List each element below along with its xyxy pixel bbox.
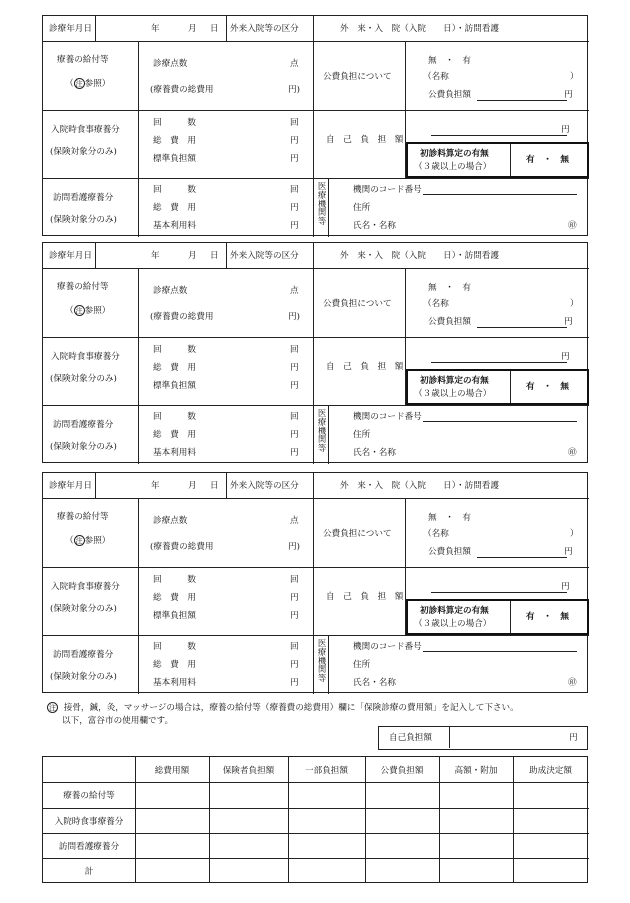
meal-count-unit: 回 [290, 575, 299, 585]
seal-icon: ㊞ [568, 678, 577, 688]
date-day-field[interactable]: 日 [210, 251, 219, 261]
total-cost-label: (療養費の総費用 [150, 312, 214, 322]
date-label: 診療年月日 [49, 481, 92, 491]
summary-cell[interactable] [513, 858, 588, 883]
date-month-field[interactable]: 月 [188, 251, 197, 261]
public-amount: 公費負担額 [428, 317, 471, 327]
first-fee-sub: （３歳以上の場合） [414, 619, 492, 629]
self-burden-label: 自 己 負 担 額 [326, 592, 404, 602]
public-amount-unit: 円 [564, 547, 573, 557]
basic-fee-unit: 円 [290, 678, 299, 688]
seal-icon: ㊞ [568, 221, 577, 231]
meal-count-unit: 回 [290, 345, 299, 355]
summary-row-header: 療養の給付等 [63, 791, 115, 801]
public-amount: 公費負担額 [428, 90, 471, 100]
public-name-close: ） [570, 72, 579, 82]
summary-cell[interactable] [513, 833, 588, 858]
date-day-field[interactable]: 日 [210, 481, 219, 491]
facility-vertical-label: 医療機関等 [317, 181, 327, 227]
nursing-label: 訪問看護療養分 [53, 420, 114, 430]
points-unit: 点 [290, 516, 299, 526]
summary-cell[interactable] [288, 833, 365, 858]
meal-insured-only: (保険対象分のみ) [50, 374, 117, 384]
benefit-label: 療養の給付等 [57, 512, 109, 522]
summary-cell[interactable] [135, 858, 209, 883]
meal-count-unit: 回 [290, 118, 299, 128]
total-cost-label: (療養費の総費用 [150, 542, 214, 552]
meal-insured-only: (保険対象分のみ) [50, 604, 117, 614]
meal-cost-unit: 円 [290, 593, 299, 603]
summary-cell[interactable] [365, 858, 439, 883]
visit-options[interactable]: 外 来・入 院（入院 日）・訪問看護 [340, 251, 499, 261]
ref-open: （ [65, 306, 74, 316]
nursing-cost-label: 総 費 用 [153, 660, 196, 670]
facility-name-label: 氏名・名称 [353, 678, 396, 688]
summary-row-header: 入院時食事療養分 [54, 816, 124, 827]
date-year-field[interactable]: 年 [151, 251, 160, 261]
facility-vertical-label: 医療機関等 [317, 408, 327, 454]
summary-col-header: 保険者負担額 [222, 765, 275, 776]
meal-cost-label: 総 費 用 [153, 593, 196, 603]
total-cost-label: (療養費の総費用 [150, 85, 214, 95]
points-label: 診療点数 [153, 516, 188, 526]
points-unit: 点 [290, 59, 299, 69]
nursing-count-unit: 回 [290, 642, 299, 652]
public-label: 公費負担について [323, 72, 392, 82]
visit-category-label: 外来入院等の区分 [230, 481, 299, 491]
facility-name-label: 氏名・名称 [353, 221, 396, 231]
public-name[interactable]: （名称 [423, 299, 449, 309]
facility-address-label: 住所 [353, 430, 371, 440]
date-day-field[interactable]: 日 [210, 24, 219, 34]
facility-address-label: 住所 [353, 203, 371, 213]
public-name-close: ） [570, 299, 579, 309]
date-label: 診療年月日 [49, 251, 92, 261]
nursing-label: 訪問看護療養分 [53, 650, 114, 660]
first-fee-sub: （３歳以上の場合） [414, 389, 492, 399]
facility-address-label: 住所 [353, 660, 371, 670]
visit-options[interactable]: 外 来・入 院（入院 日）・訪問看護 [340, 481, 499, 491]
note-text: 接骨，鍼，灸，マッサージの場合は，療養の給付等（療養費の総費用）欄に「保険診療の費用額」を記入して下さい。 [63, 703, 519, 713]
meal-count-label: 回 数 [153, 575, 196, 585]
meal-standard-label: 標準負担額 [153, 154, 196, 164]
facility-name-label: 氏名・名称 [353, 448, 396, 458]
summary-cell[interactable] [135, 808, 209, 833]
first-fee-box [406, 599, 589, 635]
meal-label: 入院時食事療養分 [51, 582, 120, 592]
basic-fee-label: 基本利用料 [153, 448, 196, 458]
visit-category-label: 外来入院等の区分 [230, 251, 299, 261]
summary-cell[interactable] [209, 808, 288, 833]
meal-count-label: 回 数 [153, 345, 196, 355]
first-fee-label: 初診料算定の有無 [420, 376, 489, 386]
first-fee-label: 初診料算定の有無 [420, 149, 489, 159]
summary-cell[interactable] [288, 782, 365, 808]
nursing-cost-unit: 円 [290, 660, 299, 670]
first-fee-options[interactable]: 有 ・ 無 [526, 612, 569, 622]
summary-col-header: 公費負担額 [380, 765, 424, 776]
public-amount: 公費負担額 [428, 547, 471, 557]
first-fee-box [406, 369, 589, 405]
nursing-count-label: 回 数 [153, 412, 196, 422]
summary-cell[interactable] [513, 808, 588, 833]
public-label: 公費負担について [323, 299, 392, 309]
summary-cell[interactable] [135, 782, 209, 808]
ref-open: （ [65, 79, 74, 89]
city-self-burden-box [378, 726, 588, 750]
visit-category-label: 外来入院等の区分 [230, 24, 299, 34]
total-cost-unit: 円) [288, 542, 300, 552]
claim-block-2 [42, 242, 588, 463]
meal-standard-label: 標準負担額 [153, 381, 196, 391]
facility-code-label: 機関のコード番号 [353, 185, 422, 195]
summary-cell[interactable] [439, 833, 513, 858]
summary-cell[interactable] [439, 782, 513, 808]
nursing-insured-only: (保険対象分のみ) [50, 442, 117, 452]
meal-standard-label: 標準負担額 [153, 611, 196, 621]
basic-fee-label: 基本利用料 [153, 678, 196, 688]
claim-block-1 [42, 15, 588, 236]
nursing-cost-label: 総 費 用 [153, 430, 196, 440]
note-line-1 [47, 701, 519, 713]
ref-text: 参照） [84, 306, 111, 316]
benefit-label: 療養の給付等 [57, 282, 109, 292]
nursing-insured-only: (保険対象分のみ) [50, 672, 117, 682]
summary-cell[interactable] [365, 833, 439, 858]
ref-open: （ [65, 536, 74, 546]
meal-cost-label: 総 費 用 [153, 363, 196, 373]
benefit-ref [65, 305, 110, 316]
benefit-ref [65, 535, 110, 546]
facility-code-label: 機関のコード番号 [353, 642, 422, 652]
summary-cell[interactable] [209, 782, 288, 808]
nursing-cost-unit: 円 [290, 430, 299, 440]
note-mark: 注 [49, 704, 56, 712]
self-burden-unit[interactable]: 円 [561, 352, 570, 362]
summary-col-header: 総費用額 [154, 765, 190, 776]
benefit-label: 療養の給付等 [57, 55, 109, 65]
meal-standard-unit: 円 [290, 381, 299, 391]
facility-vertical-label: 医療機関等 [317, 638, 327, 684]
summary-cell[interactable] [288, 808, 365, 833]
nursing-cost-unit: 円 [290, 203, 299, 213]
nursing-count-label: 回 数 [153, 185, 196, 195]
note-mark-icon: 注 [75, 307, 83, 315]
note-line-2: 以下，富谷市の使用欄です。 [62, 716, 174, 726]
public-none-yes[interactable]: 無 ・ 有 [428, 56, 471, 66]
nursing-count-unit: 回 [290, 185, 299, 195]
meal-standard-unit: 円 [290, 154, 299, 164]
total-cost-unit: 円) [288, 85, 300, 95]
public-name[interactable]: （名称 [423, 529, 449, 539]
public-name[interactable]: （名称 [423, 72, 449, 82]
summary-cell[interactable] [209, 833, 288, 858]
claim-block-3 [42, 472, 588, 693]
summary-cell[interactable] [288, 858, 365, 883]
first-fee-box [406, 142, 589, 178]
basic-fee-label: 基本利用料 [153, 221, 196, 231]
meal-cost-unit: 円 [290, 136, 299, 146]
summary-row-header: 訪問看護療養分 [58, 841, 120, 852]
ref-text: 参照） [84, 79, 111, 89]
self-burden-label: 自 己 負 担 額 [326, 362, 404, 372]
summary-cell[interactable] [439, 808, 513, 833]
meal-label: 入院時食事療養分 [51, 125, 120, 135]
city-self-burden-field[interactable]: 円 [569, 733, 578, 743]
nursing-count-unit: 回 [290, 412, 299, 422]
date-year-field[interactable]: 年 [151, 481, 160, 491]
nursing-cost-label: 総 費 用 [153, 203, 196, 213]
summary-col-header: 助成決定額 [529, 765, 572, 776]
nursing-label: 訪問看護療養分 [53, 193, 114, 203]
summary-row-header: 計 [84, 866, 94, 877]
public-name-close: ） [570, 529, 579, 539]
points-label: 診療点数 [153, 59, 188, 69]
date-label: 診療年月日 [49, 24, 92, 34]
meal-label: 入院時食事療養分 [51, 352, 120, 362]
self-burden-unit[interactable]: 円 [561, 582, 570, 592]
self-burden-label: 自 己 負 担 額 [326, 135, 404, 145]
summary-col-header: 一部負担額 [305, 765, 348, 776]
visit-options[interactable]: 外 来・入 院（入院 日）・訪問看護 [340, 24, 499, 34]
summary-cell[interactable] [513, 782, 588, 808]
points-label: 診療点数 [153, 286, 188, 296]
public-amount-unit: 円 [564, 317, 573, 327]
basic-fee-unit: 円 [290, 448, 299, 458]
city-self-burden-label: 自己負担額 [389, 733, 432, 743]
note-mark-icon: 注 [75, 80, 83, 88]
meal-insured-only: (保険対象分のみ) [50, 147, 117, 157]
date-year-field[interactable]: 年 [151, 24, 160, 34]
total-cost-unit: 円) [288, 312, 300, 322]
nursing-count-label: 回 数 [153, 642, 196, 652]
date-month-field[interactable]: 月 [188, 24, 197, 34]
public-label: 公費負担について [323, 529, 392, 539]
self-burden-unit[interactable]: 円 [561, 125, 570, 135]
summary-cell[interactable] [365, 782, 439, 808]
meal-count-label: 回 数 [153, 118, 196, 128]
summary-col-header: 高額・附加 [454, 765, 498, 776]
nursing-insured-only: (保険対象分のみ) [50, 215, 117, 225]
summary-cell[interactable] [365, 808, 439, 833]
ref-text: 参照） [84, 536, 111, 546]
public-amount-unit: 円 [564, 90, 573, 100]
summary-table [42, 756, 588, 883]
facility-code-label: 機関のコード番号 [353, 412, 422, 422]
public-none-yes[interactable]: 無 ・ 有 [428, 513, 471, 523]
basic-fee-unit: 円 [290, 221, 299, 231]
summary-cell[interactable] [135, 833, 209, 858]
note-mark-icon: 注 [75, 537, 83, 545]
meal-cost-unit: 円 [290, 363, 299, 373]
points-unit: 点 [290, 286, 299, 296]
first-fee-options[interactable]: 有 ・ 無 [526, 155, 569, 165]
meal-standard-unit: 円 [290, 611, 299, 621]
meal-cost-label: 総 費 用 [153, 136, 196, 146]
first-fee-sub: （３歳以上の場合） [414, 162, 492, 172]
date-month-field[interactable]: 月 [188, 481, 197, 491]
summary-cell[interactable] [209, 858, 288, 883]
first-fee-label: 初診料算定の有無 [420, 606, 489, 616]
benefit-ref [65, 78, 110, 89]
summary-cell[interactable] [439, 858, 513, 883]
first-fee-options[interactable]: 有 ・ 無 [526, 382, 569, 392]
public-none-yes[interactable]: 無 ・ 有 [428, 283, 471, 293]
seal-icon: ㊞ [568, 448, 577, 458]
